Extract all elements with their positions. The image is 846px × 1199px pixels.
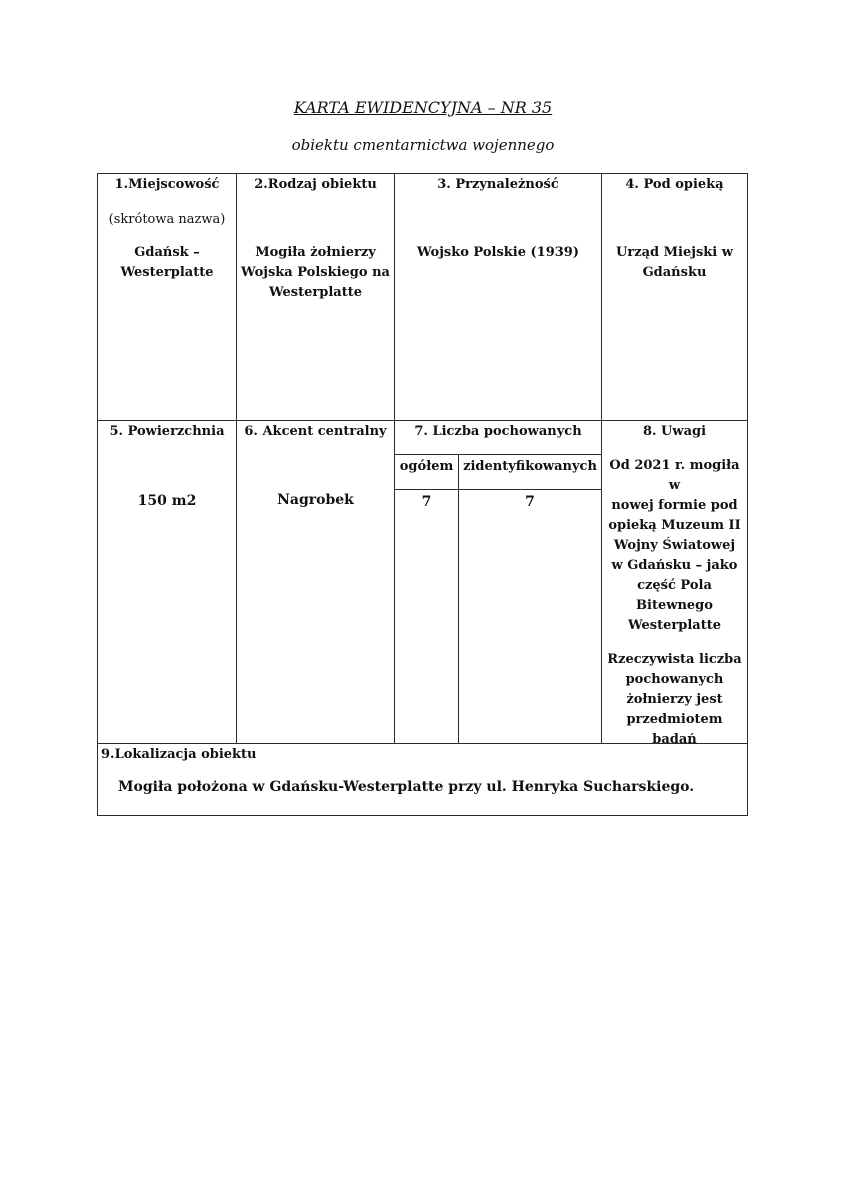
- border-bottom: [97, 815, 748, 816]
- uwagi-note-1: [602, 456, 747, 636]
- label-lokalizacja: 9.Lokalizacja obiektu: [101, 747, 257, 762]
- divider-row1: [97, 420, 748, 421]
- value-rodzaj-2: Wojska Polskiego na: [241, 265, 390, 280]
- cell-zidentyfikowanych-header: [459, 457, 601, 477]
- value-akcent-centralny: Nagrobek: [277, 492, 354, 508]
- cell-akcent-centralny: [237, 422, 394, 510]
- cell-powierzchnia: [98, 422, 236, 511]
- uwagi-note-1-line: Wojny Światowej: [613, 538, 736, 553]
- divider-col7-values: [394, 489, 601, 490]
- value-zidentyfikowanych: 7: [525, 494, 535, 510]
- cell-ogolem-value: [395, 492, 458, 512]
- uwagi-note-1-line: Westerplatte: [628, 618, 721, 633]
- uwagi-note-2-line: Rzeczywista liczba: [607, 652, 742, 667]
- label-liczba-pochowanych: 7. Liczba pochowanych: [414, 424, 582, 439]
- uwagi-note-1-line: Bitewnego: [636, 598, 713, 613]
- uwagi-note-1-line: opieką Muzeum II: [608, 518, 741, 533]
- value-pod-opieka-1: Urząd Miejski w: [616, 245, 733, 260]
- label-przynaleznosc: 3. Przynależność: [437, 177, 559, 192]
- uwagi-note-1-line: nowej formie pod: [611, 498, 738, 513]
- value-miejscowosc-2: Westerplatte: [120, 265, 214, 280]
- value-ogolem: 7: [421, 494, 432, 510]
- value-przynaleznosc: Wojsko Polskie (1939): [416, 245, 580, 260]
- value-rodzaj-3: Westerplatte: [269, 285, 362, 300]
- document-subtitle: obiektu cmentarnictwa wojennego: [291, 136, 555, 154]
- cell-rodzaj-obiektu: [237, 175, 394, 303]
- cell-pod-opieka: [602, 175, 747, 283]
- cell-miejscowosc: [98, 175, 236, 283]
- registration-card-table: [97, 173, 748, 816]
- uwagi-note-1-line: w Gdańsku – jako: [611, 558, 738, 573]
- border-right: [747, 173, 748, 816]
- cell-przynaleznosc: [395, 175, 601, 263]
- border-top: [97, 173, 748, 174]
- label-powierzchnia: 5. Powierzchnia: [109, 424, 225, 439]
- label-miejscowosc: 1.Miejscowość: [114, 177, 220, 192]
- value-miejscowosc-1: Gdańsk –: [134, 245, 200, 260]
- label-akcent-centralny: 6. Akcent centralny: [244, 424, 387, 439]
- label-pod-opieka: 4. Pod opieką: [625, 177, 724, 192]
- value-pod-opieka-2: Gdańsku: [642, 265, 707, 280]
- uwagi-note-2-line: badań: [652, 732, 697, 747]
- label-zidentyfikowanych: zidentyfikowanych: [463, 459, 597, 474]
- cell-uwagi: [602, 422, 747, 750]
- document-title: KARTA EWIDENCYJNA – NR 35: [293, 98, 553, 117]
- value-rodzaj-1: Mogiła żołnierzy: [255, 245, 376, 260]
- uwagi-note-2-line: żołnierzy jest: [626, 692, 723, 707]
- uwagi-note-2-line: pochowanych: [625, 672, 724, 687]
- uwagi-note-1-line: Od 2021 r. mogiła w: [609, 458, 740, 493]
- note-skrotowa-nazwa: (skrótowa nazwa): [108, 212, 226, 227]
- divider-col7-sub: [394, 454, 601, 455]
- uwagi-note-2: [602, 650, 747, 750]
- label-ogolem: ogółem: [399, 459, 454, 474]
- label-rodzaj-obiektu: 2.Rodzaj obiektu: [254, 177, 377, 192]
- uwagi-note-1-line: część Pola: [637, 578, 712, 593]
- value-lokalizacja: Mogiła położona w Gdańsku-Westerplatte przy ul. Henryka Sucharskiego.: [118, 779, 695, 795]
- label-uwagi: 8. Uwagi: [642, 424, 707, 439]
- cell-liczba-pochowanych: [395, 422, 601, 442]
- cell-ogolem-header: [395, 457, 458, 477]
- value-powierzchnia: 150 m2: [137, 493, 197, 509]
- cell-zidentyfikowanych-value: [459, 492, 601, 512]
- uwagi-note-2-line: przedmiotem: [626, 712, 723, 727]
